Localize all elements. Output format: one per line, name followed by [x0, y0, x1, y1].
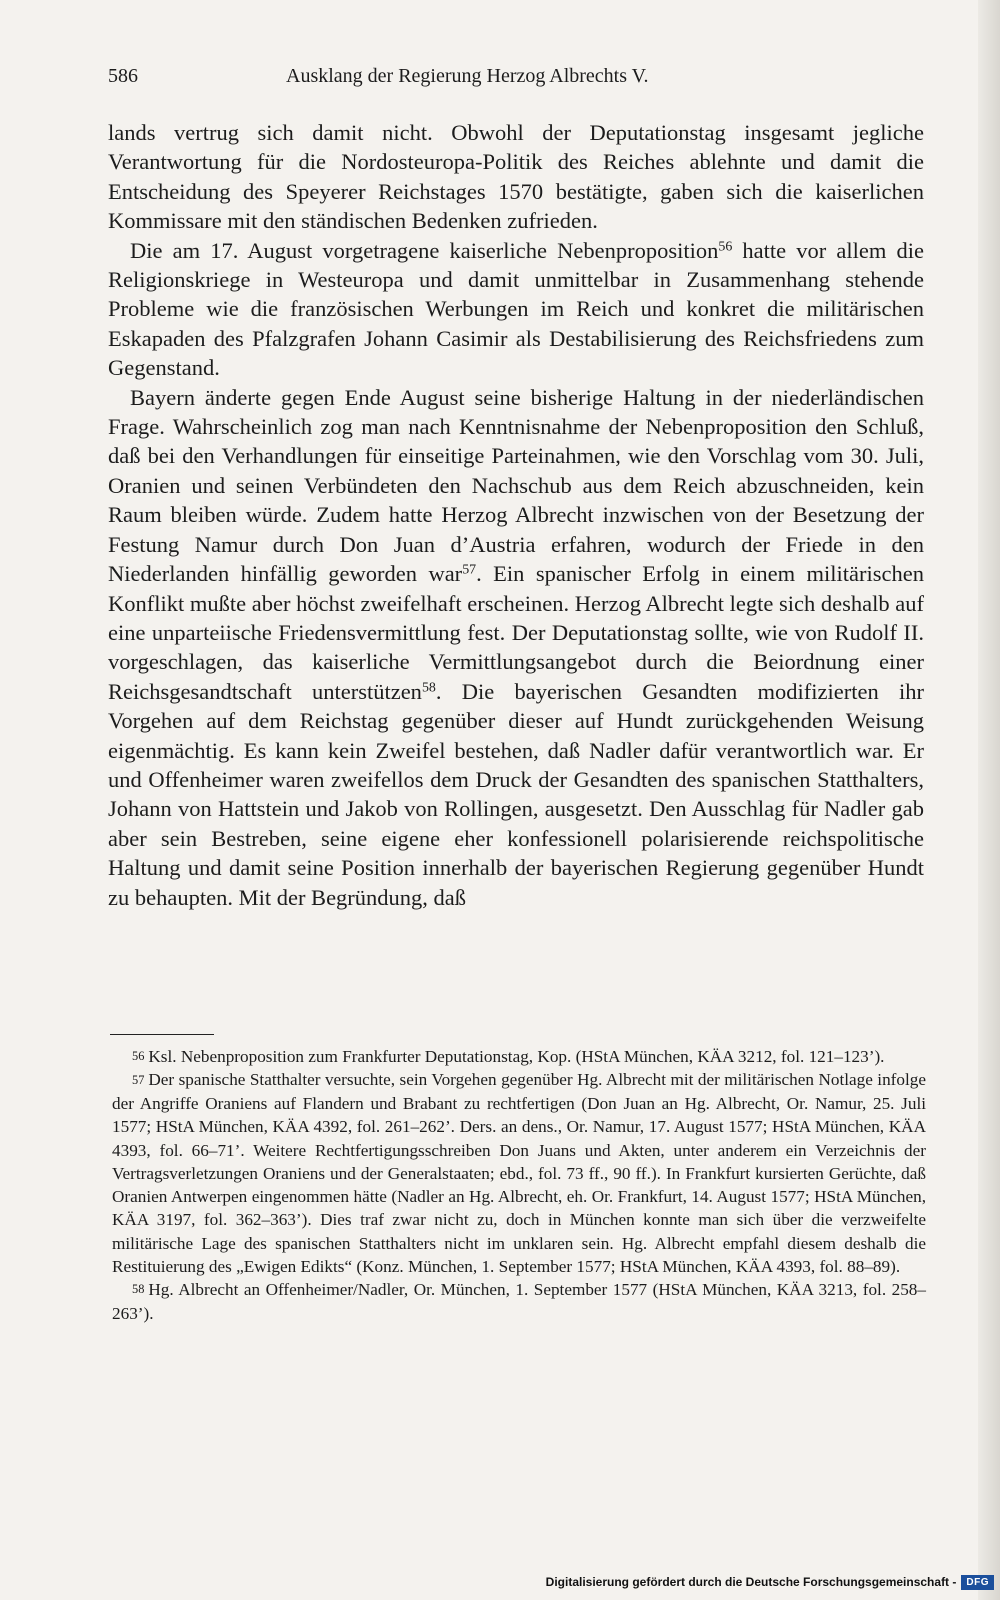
footnote-ref-58[interactable]: 58 [421, 680, 436, 696]
credit-text: Digitalisierung gefördert durch die Deutsche Forschungsgemeinschaft - [545, 1575, 957, 1589]
page-number: 586 [108, 65, 138, 87]
paragraph-2: Die am 17. August vorgetragene kaiserliche Nebenproposition$^{56}$ hatte vor allem die Religionskriege in Westeuropa und damit unmittelbar in Zusammenhang stehende Probleme wie die französischen Werbungen im Reich und konkret die militärischen Eskapaden des Pfalzgrafen Johann Casimir als Destabilisierung des Reichsfriedens zum Gegenstand. [108, 237, 924, 381]
paragraph-3: Bayern änderte gegen Ende August seine bisherige Haltung in der niederländischen Frage. Wahrscheinlich zog man nach Kenntnisnahme der Nebenproposition den Schluß, daß bei den Verhandlungen für einseitige Parteinahmen, wie den Vorschlag vom 30. Juli, Oranien und seinen Verbündeten den Nachschub aus dem Reich abzuschneiden, kein Raum bleiben würde. Zudem hatte Herzog Albrecht inzwischen von der Besetzung der Festung Namur durch Don Juan d’Austria erfahren, wodurch der Friede in den Niederlanden hinfällig geworden war$^{57}$. Ein spanischer Erfolg in einem militärischen Konflikt mußte aber höchst zweifelhaft erscheinen. Herzog Albrecht legte sich deshalb auf eine unparteiische Friedensvermittlung fest. Der Deputationstag sollte, wie von Rudolf II. vorgeschlagen, das kaiserliche Vermittlungsangebot durch die Beiordnung einer Reichsgesandtschaft unterstützen$^{58}$. Die bayerischen Gesandten modifizierten ihr Vorgehen auf dem Reichstag gegenüber dieser auf Hundt zurückgehenden Weisung eigenmächtig. Es kann kein Zweifel bestehen, daß Nadler dafür verantwortlich war. Er und Offenheimer waren zweifellos dem Druck der Gesandten des spanischen Statthalters, Johann von Hattstein und Jakob von Rollingen, ausgesetzt. Den Ausschlag für Nadler gab aber sein Bestreben, seine eigene eher konfessionell polarisierende reichspolitische Haltung und damit seine Position innerhalb der bayerischen Regierung gegenüber Hundt zu behaupten. Mit der Begründung, daß [108, 384, 924, 910]
main-text [108, 118, 924, 912]
running-title: Ausklang der Regierung Herzog Albrechts V. [286, 65, 649, 87]
footnote-56: 56 Ksl. Nebenproposition zum Frankfurter Deputationstag, Kop. (HStA München, KÄA 3212, fol. 121–123’). [132, 1047, 885, 1066]
digitization-credit [546, 1572, 994, 1592]
footnote-ref-56[interactable]: 56 [718, 238, 733, 254]
running-header [108, 62, 908, 90]
dfg-logo: DFG [961, 1575, 994, 1590]
footnotes [112, 1045, 926, 1325]
footnote-57: 57 Der spanische Statthalter versuchte, sein Vorgehen gegenüber Hg. Albrecht mit der militärischen Notlage infolge der Angriffe Oraniens auf Flandern und Brabant zu rechtfertigen (Don Juan an Hg. Albrecht, Or. Namur, 25. Juli 1577; HStA München, KÄA 4392, fol. 261–262’. Ders. an dens., Or. Namur, 17. August 1577; HStA München, KÄA 4393, fol. 66–71’. Weitere Rechtfertigungsschreiben Don Juans und Akten, unter anderem ein Verzeichnis der Vertragsverletzungen Oraniens und der Generalstaaten; ebd., fol. 73 ff., 90 ff.). In Frankfurt kursierten Gerüchte, daß Oranien Antwerpen eingenommen hätte (Nadler an Hg. Albrecht, eh. Or. Frankfurt, 14. August 1577; HStA München, KÄA 3197, fol. 362–363’). Dies traf zwar nicht zu, doch in München konnte man sich über die verzweifelte militärische Lage des spanischen Statthalters nicht im unklaren sein. Hg. Albrecht empfahl diesem deshalb die Restituierung des „Ewigen Edikts“ (Konz. München, 1. September 1577; HStA München, KÄA 4393, fol. 88–89). [112, 1070, 926, 1276]
footnote-separator [110, 1034, 214, 1035]
footnote-ref-57[interactable]: 57 [462, 562, 477, 578]
footnote-58: 58 Hg. Albrecht an Offenheimer/Nadler, Or. München, 1. September 1577 (HStA München, KÄA 3213, fol. 258–263’). [112, 1280, 926, 1323]
page-edge-shadow [978, 0, 1000, 1600]
paragraph-1: lands vertrug sich damit nicht. Obwohl der Deputationstag insgesamt jegliche Verantwortung für die Nordosteuropa-Politik des Reiches ablehnte und damit die Entscheidung des Speyerer Reichstages 1570 bestätigte, gaben sich die kaiserlichen Kommissare mit den ständischen Bedenken zufrieden. [108, 120, 924, 234]
